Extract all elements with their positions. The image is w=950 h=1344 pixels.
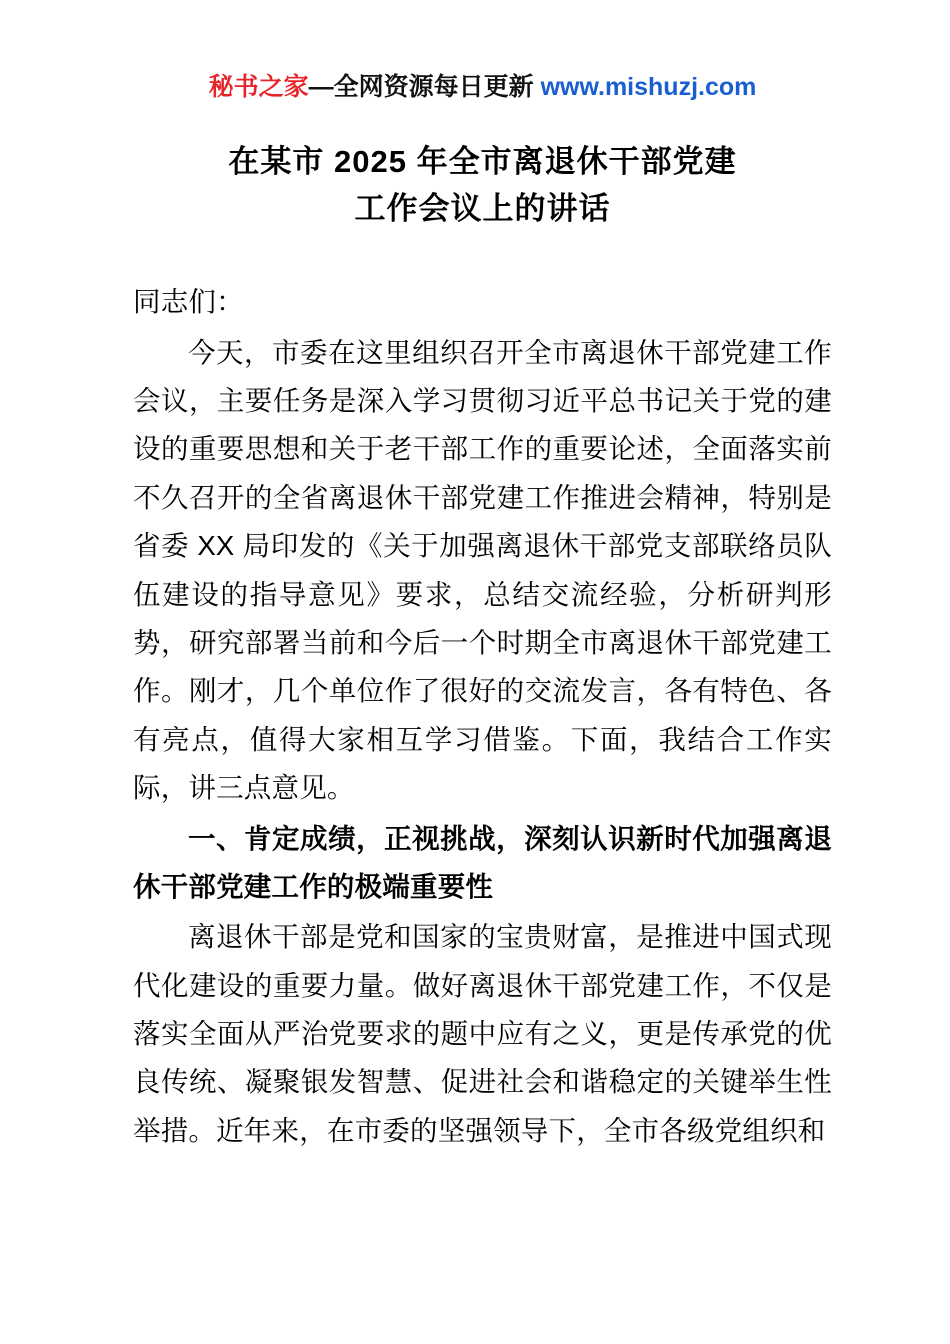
site-watermark (133, 72, 832, 102)
document-body (133, 278, 832, 1155)
watermark-url[interactable]: www.mishuzj.com (540, 73, 757, 101)
watermark-tagline: —全网资源每日更新 (308, 73, 541, 101)
paragraph-1: 今天，市委在这里组织召开全市离退休干部党建工作会议，主要任务是深入学习贯彻习近平总书记关于党的建设的重要思想和关于老干部工作的重要论述，全面落实前不久召开的全省离退休干部党建工作推进会精神，特别是省委 XX 局印发的《关于加强离退休干部党支部联络员队伍建设的指导意见》要求，总结交流经验，分析研判形势，研究部署当前和今后一个时期全市离退休干部党建工作。刚才，几个单位作了很好的交流发言，各有特色、各有亮点，值得大家相互学习借鉴。下面，我结合工作实际，讲三点意见。 (133, 336, 832, 804)
section-heading-1: 一、肯定成绩，正视挑战，深刻认识新时代加强离退休干部党建工作的极端重要性 (133, 822, 832, 902)
watermark-brand: 秘书之家 (208, 73, 309, 101)
page-title-line-1: 在某市 2025 年全市离退休干部党建 (228, 144, 737, 179)
salutation: 同志们： (133, 286, 244, 318)
page-title (133, 138, 832, 232)
page-title-line-2: 工作会议上的讲话 (354, 191, 611, 227)
paragraph-2: 离退休干部是党和国家的宝贵财富，是推进中国式现代化建设的重要力量。做好离退休干部党建工作，不仅是落实全面从严治党要求的题中应有之义，更是传承党的优良传统、凝聚银发智慧、促进社会和谐稳定的关键举生性举措。近年来，在市委的坚强领导下，全市各级党组织和 (133, 921, 832, 1146)
